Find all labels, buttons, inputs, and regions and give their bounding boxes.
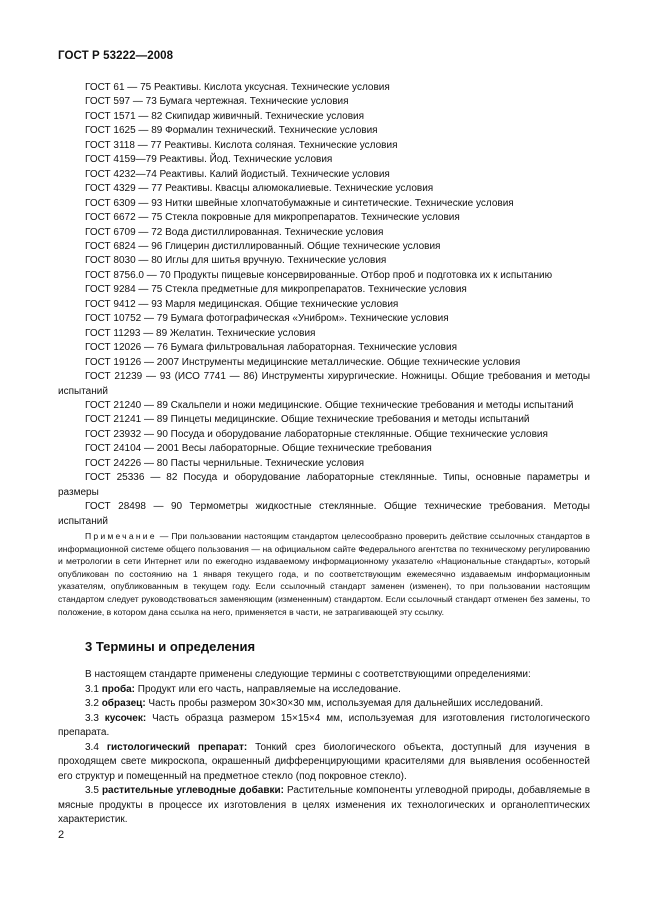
- reference-item: ГОСТ 61 — 75 Реактивы. Кислота уксусная. Технические условия: [85, 82, 390, 93]
- reference-item: ГОСТ 12026 — 76 Бумага фильтровальная лабораторная. Технические условия: [85, 342, 457, 354]
- term-definition: Продукт или его часть, направляемые на исследование.: [135, 683, 401, 695]
- note-label: Примечание: [85, 531, 157, 541]
- reference-item: ГОСТ 1625 — 89 Формалин технический. Технические условия: [85, 125, 378, 137]
- reference-item: ГОСТ 24226 — 80 Пасты чернильные. Технические условия: [85, 457, 365, 469]
- term-number: 3.2: [85, 698, 102, 709]
- reference-item: ГОСТ 8030 — 80 Иглы для шитья вручную. Технические условия: [85, 255, 387, 267]
- reference-item: ГОСТ 597 — 73 Бумага чертежная. Технические условия: [85, 96, 349, 108]
- term-item: [58, 784, 590, 828]
- reference-item: ГОСТ 25336 — 82 Посуда и оборудование лабораторные стеклянные. Типы, основные параметры и размеры: [58, 472, 590, 498]
- reference-item: ГОСТ 4159—79 Реактивы. Йод. Технические условия: [85, 154, 333, 166]
- reference-item: ГОСТ 6824 — 96 Глицерин дистиллированный. Общие технические условия: [85, 240, 441, 252]
- reference-item: ГОСТ 10752 — 79 Бумага фотографическая «Унибром». Технические условия: [85, 313, 449, 325]
- terms-list: [58, 668, 590, 828]
- term-item: [58, 683, 590, 698]
- section-heading: 3 Термины и определения: [85, 639, 256, 654]
- note-text: — При пользовании настоящим стандартом целесообразно проверить действие ссылочных стандартов в информационной системе общего пользования — на официальном сайте Федерального агентства по техническому регулированию и метрологии в сети Интернет или по ежегодно издаваемому информационному указателю «Национальные стандарты», который опубликован по состоянию на 1 января текущего года, и по соответствующим ежемесячно издаваемым информационным указателям, опубликованным в текущем году. Если ссылочный стандарт заменен (изменен), то при пользовании настоящим стандартом следует руководствоваться заменяющим (измененным) стандартом. Если ссылочный стандарт отменен без замены, то положение, в котором дана ссылка на него, применяется в части, не затрагивающей эту ссылку.: [58, 531, 590, 617]
- term-definition: Растительные компоненты углеводной природы, добавляемые в мясные продукты в процессе их изготовления в целях изменения их технологических и органолептических характеристик.: [58, 785, 591, 825]
- reference-item: ГОСТ 11293 — 89 Желатин. Технические условия: [85, 327, 316, 339]
- reference-item: ГОСТ 4329 — 77 Реактивы. Квасцы алюмокалиевые. Технические условия: [85, 183, 434, 195]
- term-name: гистологический препарат:: [106, 741, 248, 753]
- term-definition: Тонкий срез биологического объекта, доступный для изучения в проходящем свете микроскопа, окрашенный дифференцирующими красителями для выявления особенностей его структур и помещенный на предметное стекло (под покровное стекло).: [58, 741, 590, 782]
- reference-item: ГОСТ 19126 — 2007 Инструменты медицинские металлические. Общие технические условия: [85, 356, 521, 368]
- reference-item: ГОСТ 21239 — 93 (ИСО 7741 — 86) Инструменты хирургические. Ножницы. Общие требования и методы испытаний: [58, 371, 590, 397]
- reference-item: ГОСТ 21241 — 89 Пинцеты медицинские. Общие технические требования и методы испытаний: [85, 414, 530, 426]
- term-definition: Часть пробы размером 30×30×30 мм, используемая для дальнейших исследований.: [145, 698, 544, 709]
- term-number: 3.1: [85, 683, 102, 695]
- references-note: [58, 530, 590, 618]
- reference-item: ГОСТ 24104 — 2001 Весы лабораторные. Общие технические требования: [85, 443, 432, 455]
- page-number: 2: [58, 829, 65, 841]
- reference-item: ГОСТ 8756.0 — 70 Продукты пищевые консервированные. Отбор проб и подготовка их к испытанию: [85, 269, 553, 281]
- term-number: 3.3: [85, 712, 105, 724]
- normative-references-list: [58, 81, 590, 529]
- reference-item: ГОСТ 9284 — 75 Стекла предметные для микропрепаратов. Технические условия: [85, 284, 467, 296]
- page-header: ГОСТ Р 53222—2008: [58, 50, 174, 62]
- reference-item: ГОСТ 4232—74 Реактивы. Калий йодистый. Технические условия: [85, 168, 390, 180]
- term-name: проба:: [101, 683, 136, 695]
- reference-item: ГОСТ 21240 — 89 Скальпели и ножи медицинские. Общие технические требования и методы испытаний: [85, 399, 574, 411]
- reference-item: ГОСТ 6309 — 93 Нитки швейные хлопчатобумажные и синтетические. Технические условия: [85, 197, 514, 209]
- reference-item: ГОСТ 23932 — 90 Посуда и оборудование лабораторные стеклянные. Общие технические условия: [85, 428, 548, 440]
- term-item: [58, 741, 590, 785]
- terms-intro: В настоящем стандарте применены следующие термины с соответствующими определениями:: [85, 669, 531, 680]
- term-name: кусочек:: [104, 712, 147, 724]
- reference-item: ГОСТ 9412 — 93 Марля медицинская. Общие технические условия: [85, 298, 399, 310]
- term-item: [58, 712, 590, 741]
- reference-item: ГОСТ 6672 — 75 Стекла покровные для микропрепаратов. Технические условия: [85, 212, 460, 224]
- term-definition: Часть образца размером 15×15×4 мм, используемая для изготовления гистологического препарата.: [58, 712, 590, 738]
- term-item: [58, 697, 590, 712]
- reference-item: ГОСТ 6709 — 72 Вода дистиллированная. Технические условия: [85, 226, 384, 238]
- reference-item: ГОСТ 1571 — 82 Скипидар живичный. Технические условия: [85, 110, 365, 122]
- reference-item: ГОСТ 28498 — 90 Термометры жидкостные стеклянные. Общие технические требования. Методы испытаний: [58, 501, 590, 527]
- term-name: образец:: [101, 698, 146, 709]
- term-name: растительные углеводные добавки:: [101, 785, 284, 796]
- term-number: 3.4: [85, 741, 107, 753]
- term-number: 3.5: [85, 785, 102, 796]
- reference-item: ГОСТ 3118 — 77 Реактивы. Кислота соляная. Технические условия: [85, 139, 398, 151]
